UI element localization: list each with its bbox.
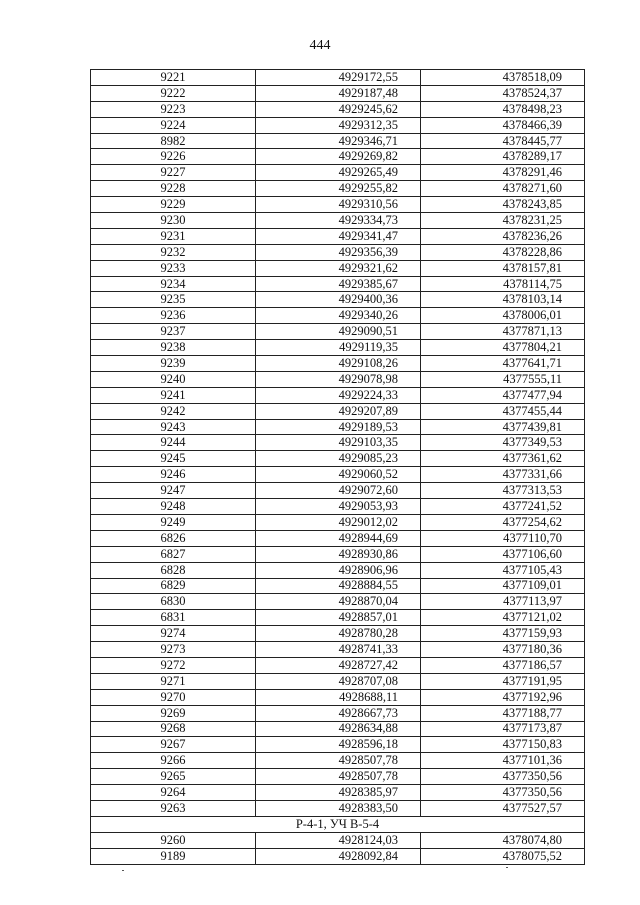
table-row [91, 530, 585, 546]
y-coordinate-cell: 4377113,97 [421, 594, 585, 610]
y-coordinate-cell: 4378445,77 [421, 133, 585, 149]
x-coordinate-cell: 4928667,73 [256, 705, 421, 721]
y-coordinate-cell: 4377101,36 [421, 753, 585, 769]
y-coordinate-cell: 4378228,86 [421, 244, 585, 260]
x-coordinate-cell: 4928507,78 [256, 769, 421, 785]
x-coordinate-cell: 4929172,55 [256, 70, 421, 86]
x-coordinate-cell: 4929385,67 [256, 276, 421, 292]
y-coordinate-cell: 4377331,66 [421, 467, 585, 483]
table-row [91, 165, 585, 181]
point-id-cell: 9244 [91, 435, 256, 451]
point-id-cell: 9246 [91, 467, 256, 483]
table-row [91, 117, 585, 133]
y-coordinate-cell: 4377804,21 [421, 340, 585, 356]
table-row [91, 260, 585, 276]
point-id-cell: 8982 [91, 133, 256, 149]
section-row [91, 816, 585, 832]
point-id-cell: 9263 [91, 800, 256, 816]
scan-speck [506, 867, 508, 868]
x-coordinate-cell: 4929265,49 [256, 165, 421, 181]
scan-speck [122, 870, 124, 871]
point-id-cell: 9271 [91, 673, 256, 689]
x-coordinate-cell: 4928727,42 [256, 657, 421, 673]
page-number: 444 [309, 38, 331, 53]
table-row [91, 387, 585, 403]
x-coordinate-cell: 4929187,48 [256, 85, 421, 101]
x-coordinate-cell: 4928634,88 [256, 721, 421, 737]
point-id-cell: 9270 [91, 689, 256, 705]
coordinates-table-body [91, 70, 585, 865]
table-row [91, 594, 585, 610]
point-id-cell: 9274 [91, 626, 256, 642]
point-id-cell: 9224 [91, 117, 256, 133]
point-id-cell: 9231 [91, 228, 256, 244]
y-coordinate-cell: 4378074,80 [421, 832, 585, 848]
section-label: Р-4-1, УЧ В-5-4 [91, 816, 585, 832]
table-row [91, 435, 585, 451]
point-id-cell: 9245 [91, 451, 256, 467]
point-id-cell: 9238 [91, 340, 256, 356]
point-id-cell: 6829 [91, 578, 256, 594]
table-row [91, 244, 585, 260]
y-coordinate-cell: 4378006,01 [421, 308, 585, 324]
y-coordinate-cell: 4377110,70 [421, 530, 585, 546]
point-id-cell: 9189 [91, 848, 256, 864]
y-coordinate-cell: 4377349,53 [421, 435, 585, 451]
table-row [91, 705, 585, 721]
x-coordinate-cell: 4928688,11 [256, 689, 421, 705]
x-coordinate-cell: 4929356,39 [256, 244, 421, 260]
table-row [91, 832, 585, 848]
table-row [91, 769, 585, 785]
table-row [91, 292, 585, 308]
y-coordinate-cell: 4377350,56 [421, 785, 585, 801]
x-coordinate-cell: 4928707,08 [256, 673, 421, 689]
y-coordinate-cell: 4377254,62 [421, 514, 585, 530]
y-coordinate-cell: 4378289,17 [421, 149, 585, 165]
y-coordinate-cell: 4377121,02 [421, 610, 585, 626]
table-row [91, 70, 585, 86]
table-row [91, 499, 585, 515]
point-id-cell: 9249 [91, 514, 256, 530]
table-row [91, 721, 585, 737]
point-id-cell: 6826 [91, 530, 256, 546]
table-row [91, 149, 585, 165]
x-coordinate-cell: 4929341,47 [256, 228, 421, 244]
point-id-cell: 9230 [91, 213, 256, 229]
x-coordinate-cell: 4929103,35 [256, 435, 421, 451]
x-coordinate-cell: 4928383,50 [256, 800, 421, 816]
point-id-cell: 9273 [91, 642, 256, 658]
y-coordinate-cell: 4377455,44 [421, 403, 585, 419]
y-coordinate-cell: 4377106,60 [421, 546, 585, 562]
table-row [91, 514, 585, 530]
x-coordinate-cell: 4928507,78 [256, 753, 421, 769]
x-coordinate-cell: 4929312,35 [256, 117, 421, 133]
table-row [91, 419, 585, 435]
table-row [91, 340, 585, 356]
point-id-cell: 9222 [91, 85, 256, 101]
x-coordinate-cell: 4928596,18 [256, 737, 421, 753]
y-coordinate-cell: 4377173,87 [421, 721, 585, 737]
x-coordinate-cell: 4929224,33 [256, 387, 421, 403]
table-row [91, 657, 585, 673]
y-coordinate-cell: 4378291,46 [421, 165, 585, 181]
y-coordinate-cell: 4377477,94 [421, 387, 585, 403]
table-row [91, 228, 585, 244]
x-coordinate-cell: 4929090,51 [256, 324, 421, 340]
table-row [91, 371, 585, 387]
x-coordinate-cell: 4929053,93 [256, 499, 421, 515]
x-coordinate-cell: 4929269,82 [256, 149, 421, 165]
x-coordinate-cell: 4929245,62 [256, 101, 421, 117]
x-coordinate-cell: 4928884,55 [256, 578, 421, 594]
point-id-cell: 9267 [91, 737, 256, 753]
point-id-cell: 9239 [91, 356, 256, 372]
table-row [91, 848, 585, 864]
y-coordinate-cell: 4377241,52 [421, 499, 585, 515]
point-id-cell: 9268 [91, 721, 256, 737]
point-id-cell: 9265 [91, 769, 256, 785]
y-coordinate-cell: 4378518,09 [421, 70, 585, 86]
table-row [91, 753, 585, 769]
table-row [91, 546, 585, 562]
table-row [91, 403, 585, 419]
x-coordinate-cell: 4928870,04 [256, 594, 421, 610]
y-coordinate-cell: 4377439,81 [421, 419, 585, 435]
table-row [91, 737, 585, 753]
x-coordinate-cell: 4929060,52 [256, 467, 421, 483]
x-coordinate-cell: 4929321,62 [256, 260, 421, 276]
x-coordinate-cell: 4929085,23 [256, 451, 421, 467]
table-row [91, 562, 585, 578]
x-coordinate-cell: 4929072,60 [256, 483, 421, 499]
point-id-cell: 9221 [91, 70, 256, 86]
point-id-cell: 6827 [91, 546, 256, 562]
y-coordinate-cell: 4377313,53 [421, 483, 585, 499]
x-coordinate-cell: 4928857,01 [256, 610, 421, 626]
coordinates-table [90, 69, 585, 865]
point-id-cell: 9260 [91, 832, 256, 848]
table-row [91, 800, 585, 816]
point-id-cell: 9243 [91, 419, 256, 435]
point-id-cell: 9237 [91, 324, 256, 340]
y-coordinate-cell: 4377871,13 [421, 324, 585, 340]
point-id-cell: 9236 [91, 308, 256, 324]
x-coordinate-cell: 4929340,26 [256, 308, 421, 324]
x-coordinate-cell: 4929255,82 [256, 181, 421, 197]
point-id-cell: 9241 [91, 387, 256, 403]
y-coordinate-cell: 4378498,23 [421, 101, 585, 117]
x-coordinate-cell: 4929310,56 [256, 197, 421, 213]
y-coordinate-cell: 4377555,11 [421, 371, 585, 387]
point-id-cell: 9232 [91, 244, 256, 260]
x-coordinate-cell: 4929207,89 [256, 403, 421, 419]
point-id-cell: 9240 [91, 371, 256, 387]
point-id-cell: 9269 [91, 705, 256, 721]
x-coordinate-cell: 4929108,26 [256, 356, 421, 372]
y-coordinate-cell: 4378231,25 [421, 213, 585, 229]
point-id-cell: 9272 [91, 657, 256, 673]
y-coordinate-cell: 4377361,62 [421, 451, 585, 467]
point-id-cell: 9234 [91, 276, 256, 292]
table-row [91, 578, 585, 594]
table-row [91, 689, 585, 705]
table-row [91, 197, 585, 213]
table-row [91, 356, 585, 372]
y-coordinate-cell: 4377191,95 [421, 673, 585, 689]
table-row [91, 785, 585, 801]
point-id-cell: 6828 [91, 562, 256, 578]
y-coordinate-cell: 4378157,81 [421, 260, 585, 276]
y-coordinate-cell: 4377527,57 [421, 800, 585, 816]
point-id-cell: 6830 [91, 594, 256, 610]
y-coordinate-cell: 4378114,75 [421, 276, 585, 292]
y-coordinate-cell: 4377150,83 [421, 737, 585, 753]
x-coordinate-cell: 4929119,35 [256, 340, 421, 356]
y-coordinate-cell: 4377350,56 [421, 769, 585, 785]
y-coordinate-cell: 4377188,77 [421, 705, 585, 721]
x-coordinate-cell: 4928741,33 [256, 642, 421, 658]
x-coordinate-cell: 4928930,86 [256, 546, 421, 562]
point-id-cell: 9247 [91, 483, 256, 499]
x-coordinate-cell: 4929400,36 [256, 292, 421, 308]
point-id-cell: 9226 [91, 149, 256, 165]
table-row [91, 308, 585, 324]
x-coordinate-cell: 4929189,53 [256, 419, 421, 435]
x-coordinate-cell: 4929346,71 [256, 133, 421, 149]
y-coordinate-cell: 4378243,85 [421, 197, 585, 213]
table-row [91, 642, 585, 658]
table-row [91, 451, 585, 467]
y-coordinate-cell: 4378524,37 [421, 85, 585, 101]
point-id-cell: 9228 [91, 181, 256, 197]
point-id-cell: 9264 [91, 785, 256, 801]
x-coordinate-cell: 4929334,73 [256, 213, 421, 229]
y-coordinate-cell: 4378236,26 [421, 228, 585, 244]
table-row [91, 483, 585, 499]
y-coordinate-cell: 4378103,14 [421, 292, 585, 308]
table-row [91, 133, 585, 149]
point-id-cell: 9229 [91, 197, 256, 213]
x-coordinate-cell: 4928124,03 [256, 832, 421, 848]
point-id-cell: 9266 [91, 753, 256, 769]
table-row [91, 324, 585, 340]
table-row [91, 213, 585, 229]
table-row [91, 85, 585, 101]
point-id-cell: 6831 [91, 610, 256, 626]
x-coordinate-cell: 4929078,98 [256, 371, 421, 387]
table-row [91, 276, 585, 292]
point-id-cell: 9242 [91, 403, 256, 419]
x-coordinate-cell: 4928906,96 [256, 562, 421, 578]
y-coordinate-cell: 4377109,01 [421, 578, 585, 594]
y-coordinate-cell: 4377641,71 [421, 356, 585, 372]
y-coordinate-cell: 4378075,52 [421, 848, 585, 864]
point-id-cell: 9248 [91, 499, 256, 515]
x-coordinate-cell: 4929012,02 [256, 514, 421, 530]
table-row [91, 673, 585, 689]
y-coordinate-cell: 4378466,39 [421, 117, 585, 133]
x-coordinate-cell: 4928944,69 [256, 530, 421, 546]
y-coordinate-cell: 4377192,96 [421, 689, 585, 705]
point-id-cell: 9227 [91, 165, 256, 181]
table-row [91, 610, 585, 626]
y-coordinate-cell: 4377159,93 [421, 626, 585, 642]
table-row [91, 467, 585, 483]
point-id-cell: 9235 [91, 292, 256, 308]
point-id-cell: 9233 [91, 260, 256, 276]
table-row [91, 101, 585, 117]
y-coordinate-cell: 4377186,57 [421, 657, 585, 673]
x-coordinate-cell: 4928385,97 [256, 785, 421, 801]
x-coordinate-cell: 4928092,84 [256, 848, 421, 864]
y-coordinate-cell: 4377180,36 [421, 642, 585, 658]
table-row [91, 181, 585, 197]
point-id-cell: 9223 [91, 101, 256, 117]
y-coordinate-cell: 4378271,60 [421, 181, 585, 197]
table-row [91, 626, 585, 642]
x-coordinate-cell: 4928780,28 [256, 626, 421, 642]
y-coordinate-cell: 4377105,43 [421, 562, 585, 578]
